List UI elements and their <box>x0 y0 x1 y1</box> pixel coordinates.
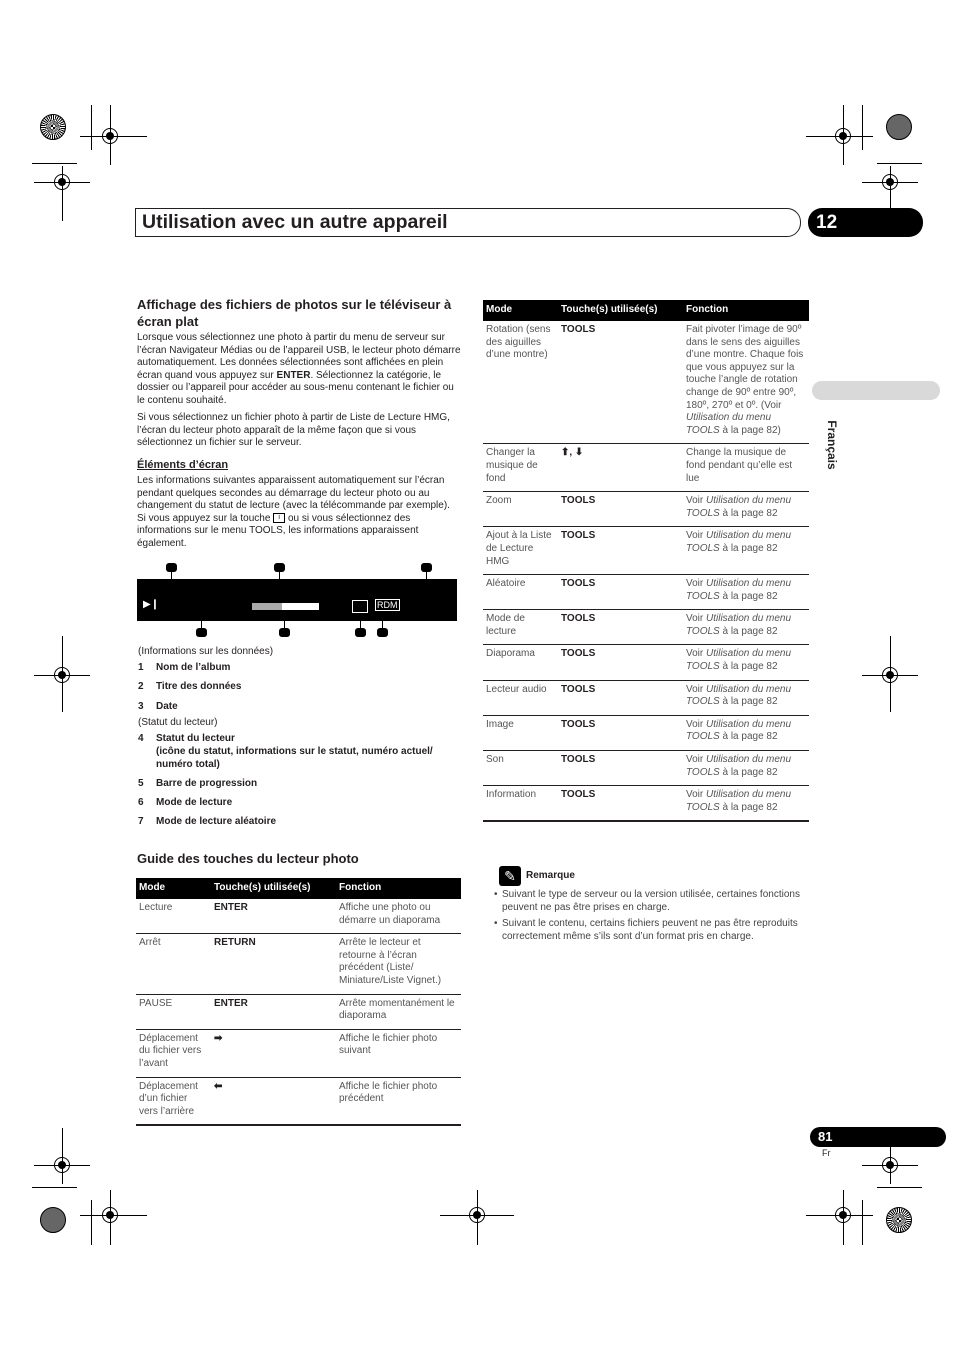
mode-table <box>483 300 809 822</box>
table-header-row <box>136 878 461 899</box>
chapter-number: 12 <box>808 208 923 237</box>
function-cell: Voir Utilisation du menu TOOLS à la page 82 <box>683 680 809 715</box>
key-cell: TOOLS <box>558 645 683 680</box>
key-cell: ENTER <box>211 899 336 934</box>
language-tab <box>812 381 940 400</box>
page-lang-code: Fr <box>822 1148 831 1158</box>
guide-title: Guide des touches du lecteur photo <box>137 851 359 866</box>
key-cell: ENTER <box>211 994 336 1029</box>
key-cell: TOOLS <box>558 321 683 444</box>
section-title-photo-display: Affichage des fichiers de photos sur le téléviseur à écran plat <box>137 297 452 329</box>
mode-cell: Son <box>483 751 558 786</box>
column-header: Touche(s) utilisée(s) <box>211 878 336 899</box>
guide-table <box>136 878 461 1126</box>
mode-cell: Changer la musique de fond <box>483 444 558 492</box>
mode-cell: Lecteur audio <box>483 680 558 715</box>
info-key-icon: i <box>273 513 285 523</box>
table-row <box>483 680 809 715</box>
mode-cell: Aléatoire <box>483 575 558 610</box>
function-cell: Voir Utilisation du menu TOOLS à la page 82 <box>683 575 809 610</box>
table-row <box>483 751 809 786</box>
note-title: Remarque <box>526 870 575 881</box>
function-cell: Voir Utilisation du menu TOOLS à la page 82 <box>683 751 809 786</box>
photo-player-display <box>137 579 457 621</box>
progress-fill <box>252 603 282 610</box>
info-caption: (Informations sur les données) <box>138 646 274 657</box>
key-cell: TOOLS <box>558 492 683 527</box>
function-cell: Voir Utilisation du menu TOOLS à la page 82 <box>683 610 809 645</box>
random-mode-icon: RDM <box>377 600 398 610</box>
mode-cell: Déplacement d’un fichier vers l’arrière <box>136 1077 211 1125</box>
key-cell: TOOLS <box>558 786 683 822</box>
function-cell: Affiche une photo ou démarre un diaporama <box>336 899 461 934</box>
table-row <box>136 1077 461 1125</box>
table-row <box>483 321 809 444</box>
right-arrow-icon: ➡ <box>211 1029 336 1077</box>
mode-cell: Lecture <box>136 899 211 934</box>
key-cell: TOOLS <box>558 751 683 786</box>
function-cell: Affiche le fichier photo suivant <box>336 1029 461 1077</box>
column-header: Mode <box>136 878 211 899</box>
table-row <box>483 444 809 492</box>
key-cell: TOOLS <box>558 575 683 610</box>
table-row <box>483 786 809 822</box>
column-header: Fonction <box>683 300 809 321</box>
play-status-icon: ▶❙ <box>143 599 160 610</box>
function-cell: Voir Utilisation du menu TOOLS à la page 82 <box>683 715 809 750</box>
function-cell: Arrête momentanément le diaporama <box>336 994 461 1029</box>
mode-cell: Information <box>483 786 558 822</box>
language-label: Français <box>825 420 839 470</box>
function-cell: Voir Utilisation du menu TOOLS à la page 82 <box>683 645 809 680</box>
mode-cell: Image <box>483 715 558 750</box>
section-paragraph: Lorsque vous sélectionnez une photo à partir du menu de serveur sur l’écran Navigateur Médias ou de l’appareil USB, le lecteur photo démarre automatiquement. Les données sélectionnées sont affichées en plein écran quand vous appuyez sur ENTER. Sélectionnez la catégorie, le dossier ou l’appareil pour accéder au sous-menu contenant le fichier ou le contenu souhaité. <box>137 332 461 406</box>
table-row <box>483 715 809 750</box>
mode-cell: Mode de lecture <box>483 610 558 645</box>
table-row <box>136 899 461 934</box>
mode-cell: Diaporama <box>483 645 558 680</box>
function-cell: Arrête le lecteur et retourne à l’écran précédent (Liste/ Miniature/Liste Vignet.) <box>336 934 461 994</box>
table-row <box>136 1029 461 1077</box>
mode-cell: Déplacement du fichier vers l’avant <box>136 1029 211 1077</box>
column-header: Touche(s) utilisée(s) <box>558 300 683 321</box>
mode-cell: PAUSE <box>136 994 211 1029</box>
table-header-row <box>483 300 809 321</box>
table-row <box>483 645 809 680</box>
table-row <box>483 492 809 527</box>
up-down-arrow-icon: ⬆, ⬇ <box>558 444 683 492</box>
column-header: Mode <box>483 300 558 321</box>
table-row <box>483 610 809 645</box>
function-cell: Voir Utilisation du menu TOOLS à la page 82 <box>683 527 809 575</box>
function-cell: Voir Utilisation du menu TOOLS à la page 82 <box>683 492 809 527</box>
key-cell: TOOLS <box>558 715 683 750</box>
progress-bar <box>252 603 319 610</box>
key-cell: TOOLS <box>558 527 683 575</box>
mode-cell: Ajout à la Liste de Lecture HMG <box>483 527 558 575</box>
table-row <box>483 527 809 575</box>
key-cell: TOOLS <box>558 610 683 645</box>
section-paragraph: Les informations suivantes apparaissent automatiquement sur l’écran pendant quelques secondes au démarrage du lecteur photo ou au changement du statut de lecture (avec la télécommande par exemple). Si vous appuyez sur la touche i ou si vous sélectionnez des informations sur le menu TOOLS, les informations apparaissent également. <box>137 475 450 549</box>
page-number: 81 <box>810 1127 946 1147</box>
function-cell: Voir Utilisation du menu TOOLS à la page 82 <box>683 786 809 822</box>
section-paragraph: Si vous sélectionnez un fichier photo à partir de Liste de Lecture HMG, l’écran du lecteur photo apparaît de la même façon que si vous sélectionnez un fichier sur le serveur. <box>137 412 450 449</box>
subsection-title-screen-elements: Éléments d’écran <box>137 459 229 471</box>
mode-cell: Rotation (sens des aiguilles d’une montre) <box>483 321 558 444</box>
mode-cell: Zoom <box>483 492 558 527</box>
mode-cell: Arrêt <box>136 934 211 994</box>
key-cell: RETURN <box>211 934 336 994</box>
note-bullet: • Suivant le type de serveur ou la version utilisée, certaines fonctions peuvent ne pas être prises en charge. <box>494 889 800 913</box>
left-arrow-icon: ⬅ <box>211 1077 336 1125</box>
table-row <box>483 575 809 610</box>
player-caption: (Statut du lecteur) <box>138 717 218 728</box>
key-cell: TOOLS <box>558 680 683 715</box>
note-bullet: • Suivant le contenu, certains fichiers peuvent ne pas être reproduits correctement même s’ils sont d’un format pris en charge. <box>494 918 798 942</box>
play-mode-icon <box>352 600 368 613</box>
function-cell: Change la musique de fond pendant qu’elle est lue <box>683 444 809 492</box>
chapter-title: Utilisation avec un autre appareil <box>142 211 448 233</box>
table-row <box>136 994 461 1029</box>
column-header: Fonction <box>336 878 461 899</box>
table-row <box>136 934 461 994</box>
pencil-note-icon: ✎ <box>499 866 521 886</box>
function-cell: Affiche le fichier photo précédent <box>336 1077 461 1125</box>
function-cell: Fait pivoter l’image de 90º dans le sens des aiguilles d’une montre. Chaque fois que vous appuyez sur la touche l’angle de rotation change de 90º entre 90º, 180º, 270º et 0º. (Voir Utilisation du menu TOOLS à la page 82) <box>683 321 809 444</box>
